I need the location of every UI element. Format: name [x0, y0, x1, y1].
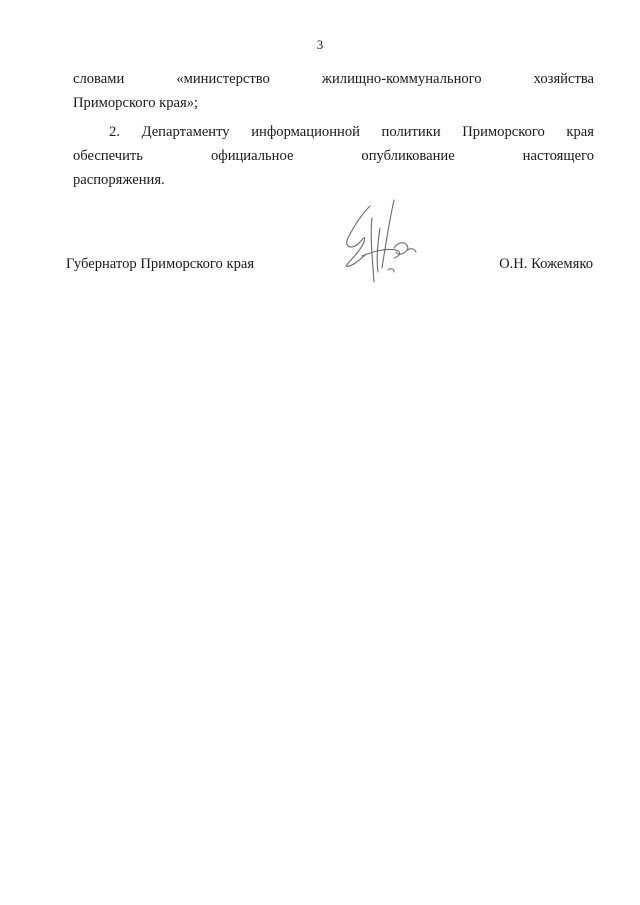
paragraph-1-line-1	[73, 67, 594, 91]
paragraph-1	[73, 67, 594, 115]
list-number: 2.	[109, 124, 120, 140]
signature-block	[66, 244, 593, 284]
word: жилищно-коммунального	[321, 71, 482, 87]
word: словами	[73, 71, 125, 87]
paragraph-2	[73, 120, 594, 192]
signer-position: Губернатор Приморского края	[66, 256, 255, 272]
word: политики	[381, 124, 441, 140]
word: края	[566, 124, 594, 140]
page-number: 3	[316, 37, 324, 52]
paragraph-2-line-1	[73, 120, 594, 144]
word: Приморского	[462, 124, 545, 140]
paragraph-2-line-3: распоряжения.	[73, 172, 165, 188]
word: информационной	[251, 124, 360, 140]
word: хозяйства	[533, 71, 594, 87]
word: официальное	[210, 148, 294, 164]
word: Департаменту	[141, 124, 230, 140]
paragraph-2-line-2	[73, 144, 594, 168]
word: опубликование	[361, 148, 455, 164]
word: обеспечить	[73, 148, 143, 164]
word: «министерство	[176, 71, 270, 87]
paragraph-1-line-2: Приморского края»;	[73, 95, 199, 111]
signer-name: О.Н. Кожемяко	[499, 256, 593, 272]
word: настоящего	[522, 148, 594, 164]
